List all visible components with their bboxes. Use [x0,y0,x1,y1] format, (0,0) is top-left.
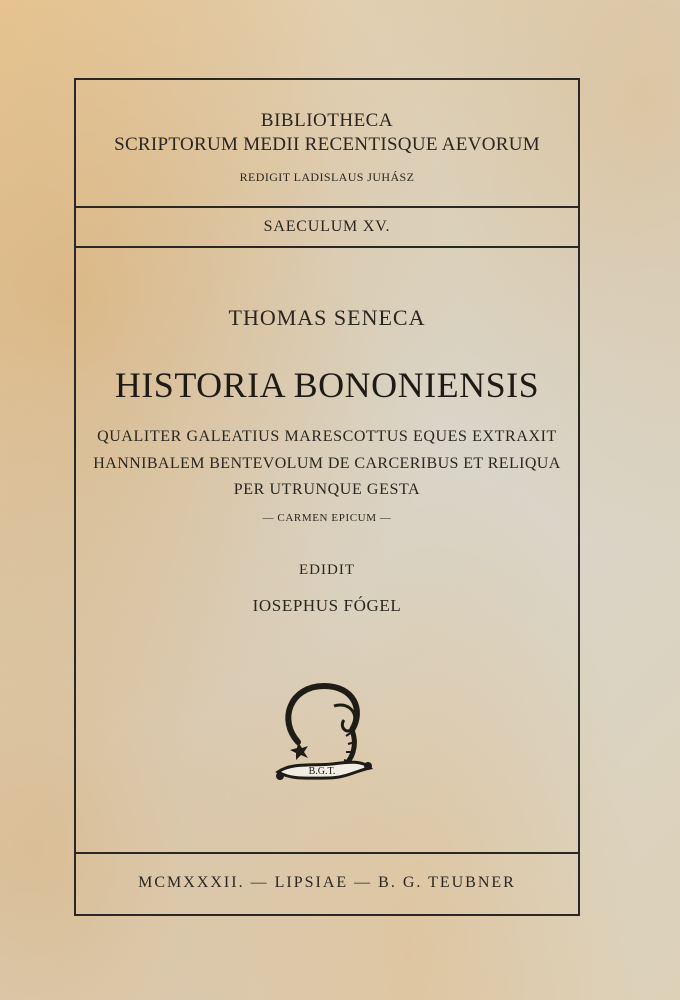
series-title: BIBLIOTHECA [260,110,394,131]
publisher-device-icon [272,680,376,790]
divider-second [76,246,578,248]
series-subtitle: SCRIPTORUM MEDII RECENTISQUE AEVORUM [114,134,540,155]
device-ribbon-text: B.G.T. [308,766,336,777]
title-frame [74,78,580,916]
work-editor: IOSEPHUS FÓGEL [252,596,402,615]
divider-top [76,206,578,208]
author-name: THOMAS SENECA [228,305,426,330]
edidit-label: EDIDIT [299,562,355,578]
divider-bottom [76,852,578,854]
series-volume: SAECULUM XV. [263,218,391,235]
imprint: MCMXXXII. — LIPSIAE — B. G. TEUBNER [138,874,516,891]
subtitle-line-1: QUALITER GALEATIUS MARESCOTTUS EQUES EXTRAXIT [97,428,557,445]
subtitle-line-2: HANNIBALEM BENTEVOLUM DE CARCERIBUS ET RELIQUA [93,455,561,472]
subtitle-line-3: PER UTRUNQUE GESTA [233,481,421,498]
series-editor: REDIGIT LADISLAUS JUHÁSZ [239,170,415,184]
genre-label: — CARMEN EPICUM — [262,512,392,524]
book-title: HISTORIA BONONIENSIS [114,365,540,405]
